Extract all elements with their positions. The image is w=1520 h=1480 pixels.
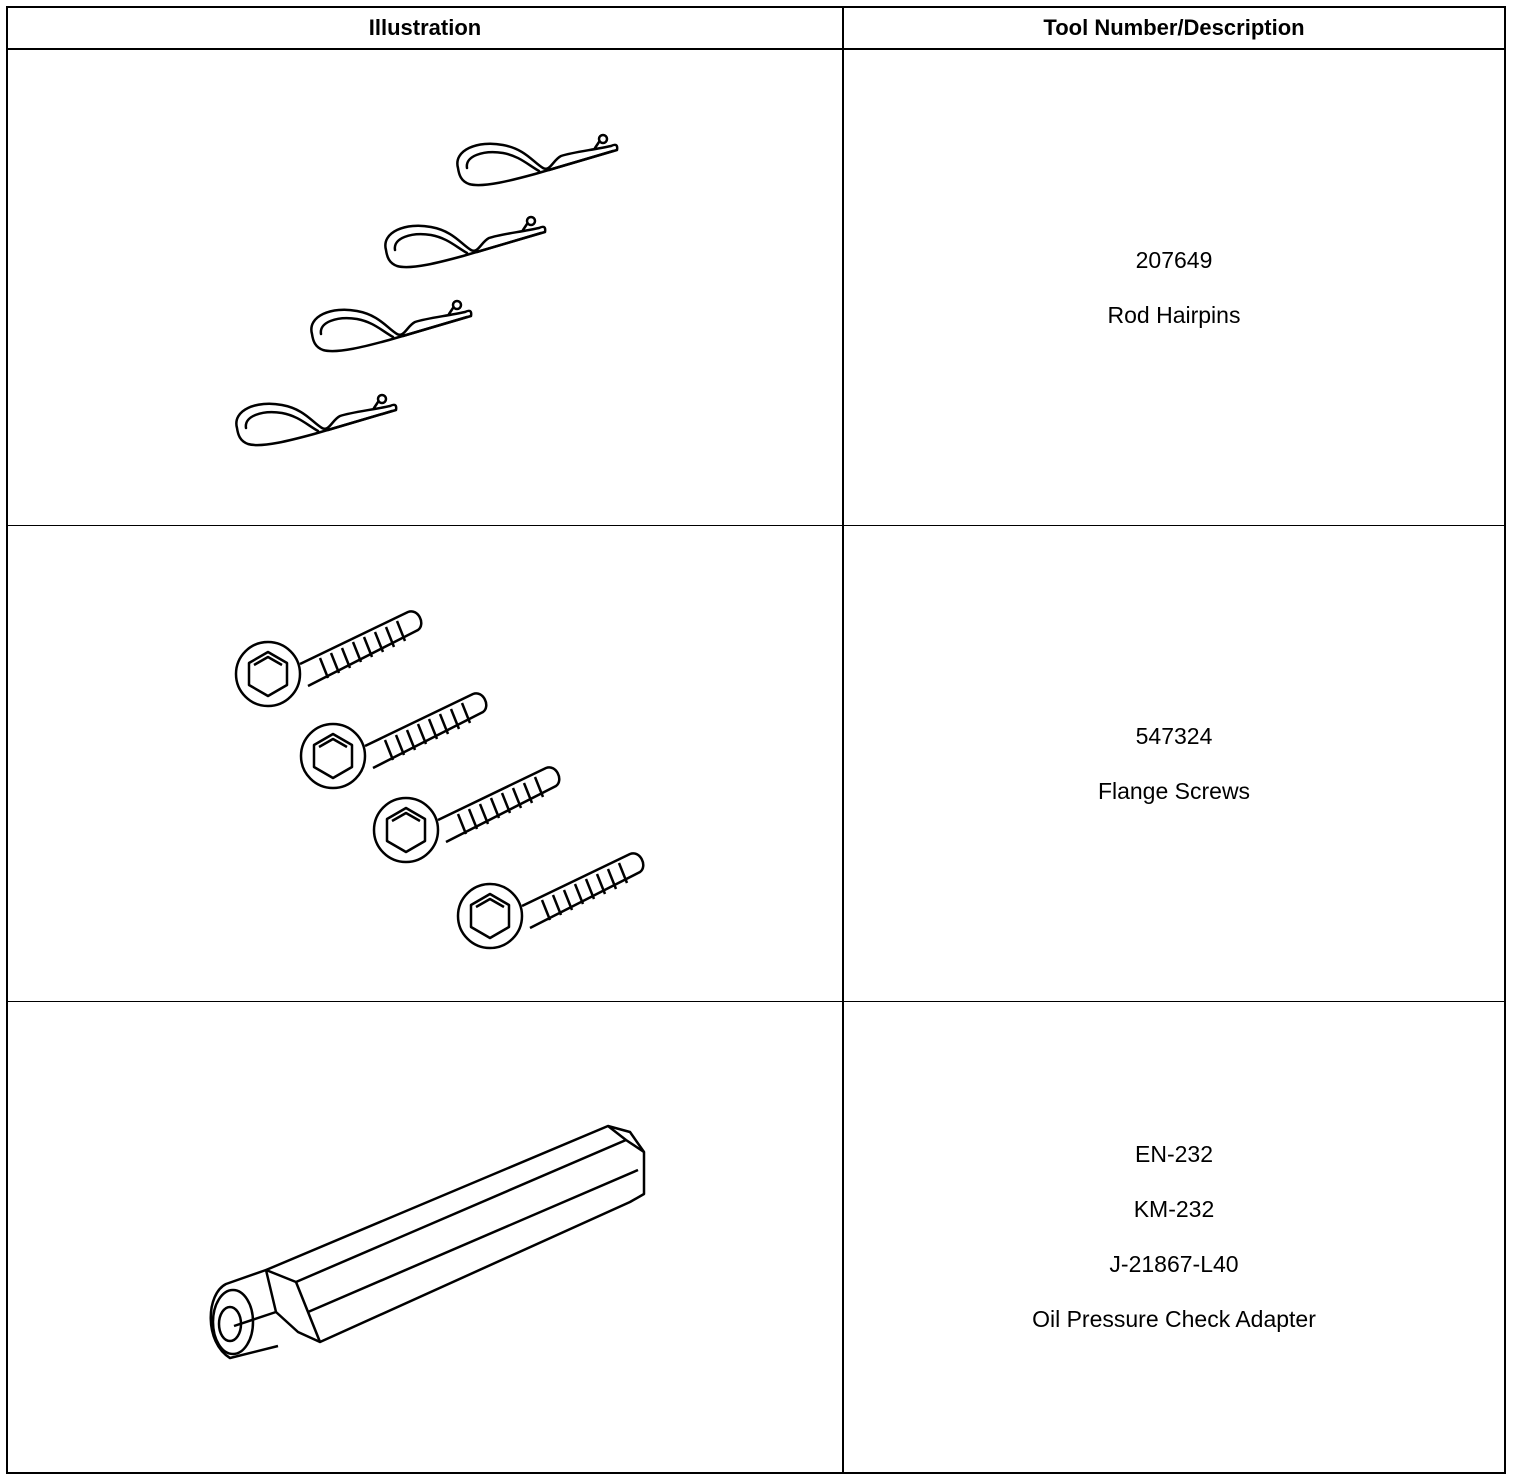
flange-screw-icon (8, 526, 842, 1001)
tool-description: Rod Hairpins (1107, 301, 1241, 328)
illustration-cell-hairpins (8, 50, 842, 525)
tool-number: J-21867-L40 (1109, 1251, 1239, 1277)
header-illustration: Illustration (368, 15, 482, 40)
tool-number: KM-232 (1133, 1196, 1215, 1222)
illustration-cell-adapter (8, 1002, 842, 1472)
tool-table (6, 6, 1506, 1474)
adapter-icon (8, 1002, 842, 1472)
hairpin-icon (8, 50, 842, 525)
tool-description: Oil Pressure Check Adapter (1032, 1306, 1316, 1332)
tool-description: Flange Screws (1097, 777, 1251, 804)
header-tool-description: Tool Number/Description (1043, 15, 1305, 40)
illustration-cell-flange-screws (8, 526, 842, 1001)
description-cell-adapter (844, 1002, 1504, 1472)
tool-number: 547324 (1135, 722, 1213, 749)
header-row (8, 8, 1504, 50)
description-cell-flange-screws (844, 526, 1504, 1001)
description-cell-hairpins (844, 50, 1504, 525)
tool-number: EN-232 (1135, 1141, 1213, 1167)
tool-number: 207649 (1135, 246, 1213, 273)
